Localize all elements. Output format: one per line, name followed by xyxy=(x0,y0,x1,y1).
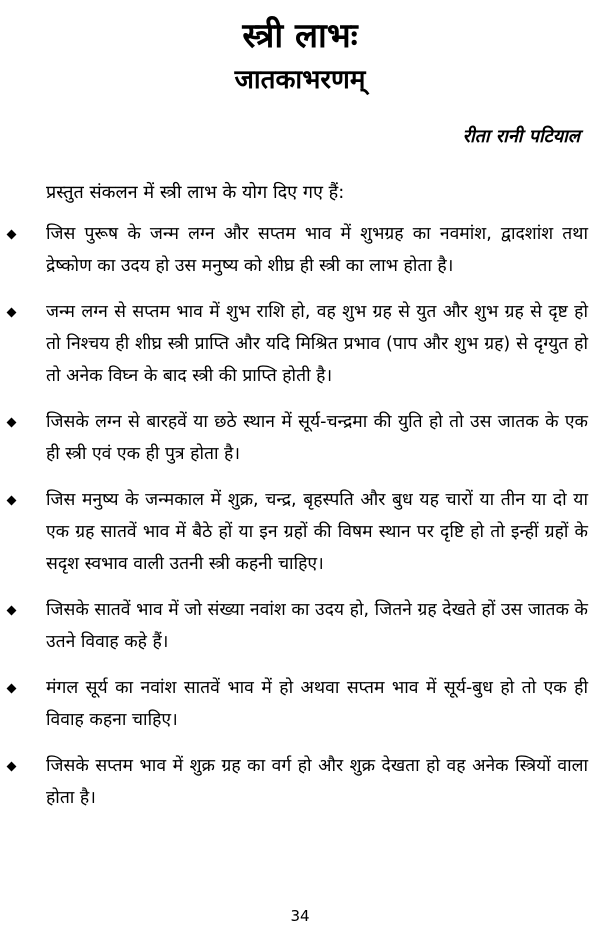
list-item-text: मंगल सूर्य का नवांश सातवें भाव में हो अथवा सप्तम भाव में सूर्य-बुध हो तो एक ही विवाह कहना चाहिए। xyxy=(46,678,588,730)
author-name: रीता रानी पटियाल xyxy=(462,126,580,147)
list-item-text: जिसके लग्न से बारहवें या छठे स्थान में सूर्य-चन्द्रमा की युति हो तो उस जातक के एक ही स्त्री एवं एक ही पुत्र होता है। xyxy=(46,412,588,464)
diamond-bullet-icon xyxy=(7,230,17,240)
list-item xyxy=(0,406,600,470)
yoga-list xyxy=(0,218,600,828)
diamond-bullet-icon xyxy=(7,496,17,506)
list-item-text: जिस मनुष्य के जन्मकाल में शुक्र, चन्द्र, बृहस्पति और बुध यह चारों या तीन या दो या एक ग्रह सातवें भाव में बैठे हों या इन ग्रहों की विषम स्थान पर दृष्टि हो तो इन्हीं ग्रहों के सदृश स्वभाव वाली उतनी स्त्री कहनी चाहिए। xyxy=(46,490,588,574)
list-item-text: जिसके सप्तम भाव में शुक्र ग्रह का वर्ग हो और शुक्र देखता हो वह अनेक स्त्रियों वाला होता है। xyxy=(46,756,588,808)
list-item-text: जिस पुरूष के जन्म लग्न और सप्तम भाव में शुभग्रह का नवमांश, द्वादशांश तथा द्रेष्कोण का उदय हो उस मनुष्य को शीघ्र ही स्त्री का लाभ होता है। xyxy=(46,224,588,276)
list-item xyxy=(0,296,600,392)
diamond-bullet-icon xyxy=(7,308,17,318)
page-title: स्त्री लाभः xyxy=(242,16,358,56)
page-subtitle: जातकाभरणम् xyxy=(234,65,366,95)
diamond-bullet-icon xyxy=(7,684,17,694)
list-item-text: जिसके सातवें भाव में जो संख्या नवांश का उदय हो, जितने ग्रह देखते हों उस जातक के उतने विवाह कहे हैं। xyxy=(46,600,588,652)
list-item xyxy=(0,672,600,736)
list-item xyxy=(0,218,600,282)
list-item-text: जन्म लग्न से सप्तम भाव में शुभ राशि हो, वह शुभ ग्रह से युत और शुभ ग्रह से दृष्ट हो तो निश्चय ही शीघ्र स्त्री प्राप्ति और यदि मिश्रित प्रभाव (पाप और शुभ ग्रह) से दृग्युत हो तो अनेक विघ्न के बाद स्त्री की प्राप्ति होती है। xyxy=(46,302,588,386)
diamond-bullet-icon xyxy=(7,418,17,428)
diamond-bullet-icon xyxy=(7,606,17,616)
page-number: 34 xyxy=(290,907,310,925)
intro-paragraph: प्रस्तुत संकलन में स्त्री लाभ के योग दिए गए हैं: xyxy=(46,182,345,203)
list-item xyxy=(0,594,600,658)
list-item xyxy=(0,750,600,814)
list-item xyxy=(0,484,600,580)
diamond-bullet-icon xyxy=(7,762,17,772)
